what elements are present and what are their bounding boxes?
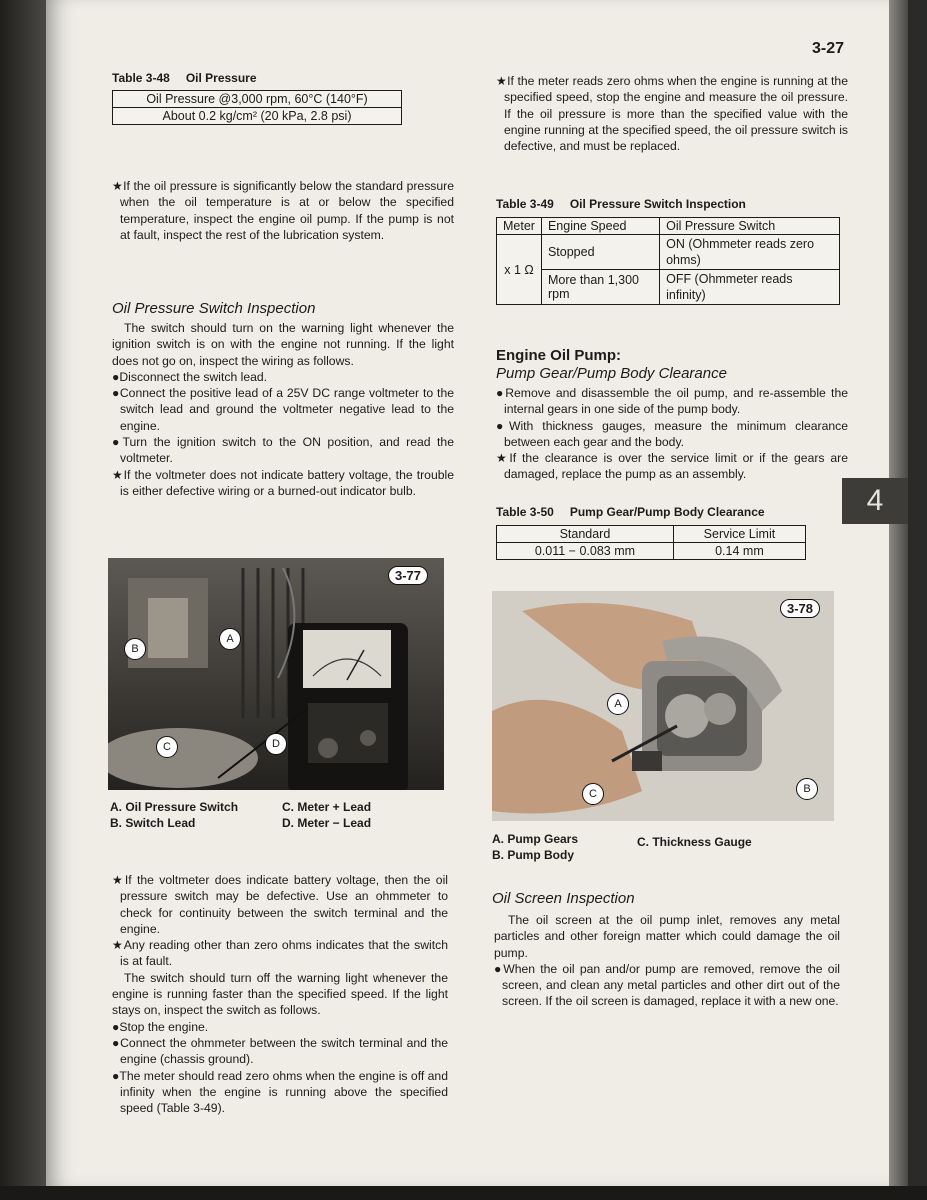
figure-3-77-photo xyxy=(108,558,444,790)
callout-c-fig77: C xyxy=(156,736,178,758)
figure-3-78-legend-right xyxy=(637,834,752,850)
table-49-meter-cell: x 1 Ω xyxy=(497,235,542,305)
switch-step-2: ●Connect the positive lead of a 25V DC range voltmeter to the switch lead and ground the voltmeter negative lead to the engine. xyxy=(112,386,454,433)
figure-3-78-photo xyxy=(492,591,834,821)
callout-b-fig77: B xyxy=(124,638,146,660)
figure-3-78-label: 3-78 xyxy=(780,599,820,618)
legend-c-fig78: C. Thickness Gauge xyxy=(637,835,752,849)
table-49-state-1: ON (Ohmmeter reads zero ohms) xyxy=(660,235,840,270)
callout-c-fig78: C xyxy=(582,783,604,805)
switch-off-text: The switch should turn off the warning light whenever the engine is running faster than the specified speed. If the light stays on, inspect the switch as follows. xyxy=(112,970,448,1018)
book-spine-shadow xyxy=(0,0,46,1186)
pump-clearance-subheading: Pump Gear/Pump Body Clearance xyxy=(496,365,727,382)
table-49-number: Table 3-49 xyxy=(496,197,554,211)
zero-ohms-note: ★Any reading other than zero ohms indicates that the switch is at fault. xyxy=(112,938,448,969)
engine-oil-pump-heading: Engine Oil Pump: xyxy=(496,347,622,364)
legend-b-fig77: B. Switch Lead xyxy=(110,816,196,830)
table-49-caption xyxy=(496,197,762,211)
table-48-title: Oil Pressure xyxy=(185,71,257,85)
pump-procedure xyxy=(496,385,848,483)
pump-step-3: ★If the clearance is over the service limit or if the gears are damaged, replace the pump as an assembly. xyxy=(496,451,848,482)
table-50-title: Pump Gear/Pump Body Clearance xyxy=(569,505,765,519)
legend-b-fig78: B. Pump Body xyxy=(492,848,575,862)
switch-step-3: ●Turn the ignition switch to the ON position, and read the voltmeter. xyxy=(112,435,454,466)
table-49-header-meter: Meter xyxy=(497,218,542,235)
right-column-upper xyxy=(496,73,848,154)
table-48 xyxy=(112,90,402,125)
table-48-number: Table 3-48 xyxy=(112,71,170,85)
left-column-upper xyxy=(112,178,454,243)
table-50 xyxy=(496,525,806,560)
bottom-edge xyxy=(0,1186,927,1200)
table-49-state-2: OFF (Ohmmeter reads infinity) xyxy=(660,270,840,305)
legend-d-fig77: D. Meter − Lead xyxy=(282,816,372,830)
oil-screen-intro: The oil screen at the oil pump inlet, removes any metal particles and other foreign matter which could damage the oil pump. xyxy=(494,913,840,960)
oil-screen-heading: Oil Screen Inspection xyxy=(492,890,635,907)
switch-intro: The switch should turn on the warning light whenever the ignition switch is on with the engine not running. If the light does not go on, inspect the wiring as follows. xyxy=(112,321,454,368)
section-tab-marker: 4 xyxy=(842,478,908,524)
figure-3-77-legend-right xyxy=(282,799,371,831)
callout-b-fig78: B xyxy=(796,778,818,800)
table-50-standard-value: 0.011 − 0.083 mm xyxy=(497,543,674,560)
meter-reading-step: ●The meter should read zero ohms when the engine is off and infinity when the engine is running above the specified speed (Table 3-49). xyxy=(112,1068,448,1116)
table-48-row-2: About 0.2 kg/cm² (20 kPa, 2.8 psi) xyxy=(113,108,402,125)
oil-pump-photo xyxy=(492,591,834,821)
engine-meter-photo xyxy=(108,558,444,790)
left-column-lower xyxy=(112,872,448,1116)
callout-a-fig78: A xyxy=(607,693,629,715)
callout-a-fig77: A xyxy=(219,628,241,650)
table-50-header-standard: Standard xyxy=(497,526,674,543)
stop-engine-step: ●Stop the engine. xyxy=(112,1019,209,1034)
legend-c-fig77: C. Meter + Lead xyxy=(282,800,372,814)
table-49 xyxy=(496,217,840,305)
table-50-number: Table 3-50 xyxy=(496,505,554,519)
legend-a-fig78: A. Pump Gears xyxy=(492,832,579,846)
table-49-speed-1: Stopped xyxy=(541,235,659,270)
pump-step-1: ●Remove and disassemble the oil pump, and re-assemble the internal gears in one side of the pump body. xyxy=(496,386,848,417)
voltmeter-note: ★If the voltmeter does indicate battery voltage, then the oil pressure switch may be defective. Use an ohmmeter to check for continuity between the switch terminal and the engine. xyxy=(112,873,448,936)
table-49-speed-2: More than 1,300 rpm xyxy=(541,270,659,305)
oil-screen-step: ●When the oil pan and/or pump are removed, remove the oil screen, and clean any metal particles and other dirt out of the screen. If the oil screen is damaged, replace it with a new one. xyxy=(494,961,840,1009)
table-48-caption xyxy=(112,71,273,85)
table-48-row-1: Oil Pressure @3,000 rpm, 60°C (140°F) xyxy=(113,91,402,108)
table-50-header-limit: Service Limit xyxy=(673,526,805,543)
pump-step-2: ●With thickness gauges, measure the minimum clearance between each gear and the body. xyxy=(496,418,848,449)
oil-screen-text xyxy=(494,912,840,1010)
table-49-header-speed: Engine Speed xyxy=(541,218,659,235)
table-50-caption xyxy=(496,505,781,519)
oil-pressure-note: ★If the oil pressure is significantly below the standard pressure when the oil temperature is at or below the specified temperature, inspect the engine oil pump. If the pump is not at fault, inspect the rest of the lubrication system. xyxy=(112,179,454,242)
figure-3-78-legend-left xyxy=(492,831,578,863)
page-number: 3-27 xyxy=(812,40,845,57)
oil-pressure-switch-heading: Oil Pressure Switch Inspection xyxy=(112,300,316,317)
figure-3-77-legend-left xyxy=(110,799,238,831)
switch-inspection-text xyxy=(112,320,454,499)
connect-ohmmeter-step: ●Connect the ohmmeter between the switch terminal and the engine (chassis ground). xyxy=(112,1035,448,1067)
legend-a-fig77: A. Oil Pressure Switch xyxy=(110,800,239,814)
callout-d-fig77: D xyxy=(265,733,287,755)
switch-step-4: ★If the voltmeter does not indicate battery voltage, the trouble is either defective wiring or a burned-out indicator bulb. xyxy=(112,467,454,498)
meter-zero-note: ★If the meter reads zero ohms when the engine is running at the specified speed, stop the engine and measure the oil pressure. If the oil pressure is more than the specified value with the engine running at the specified speed, the oil pressure switch is defective, and must be replaced. xyxy=(496,74,848,154)
page-edge xyxy=(889,0,908,1186)
table-49-title: Oil Pressure Switch Inspection xyxy=(569,197,746,211)
table-50-limit-value: 0.14 mm xyxy=(673,543,805,560)
switch-step-1: ●Disconnect the switch lead. xyxy=(112,369,268,384)
figure-3-77-label: 3-77 xyxy=(388,566,428,585)
table-49-header-switch: Oil Pressure Switch xyxy=(660,218,840,235)
